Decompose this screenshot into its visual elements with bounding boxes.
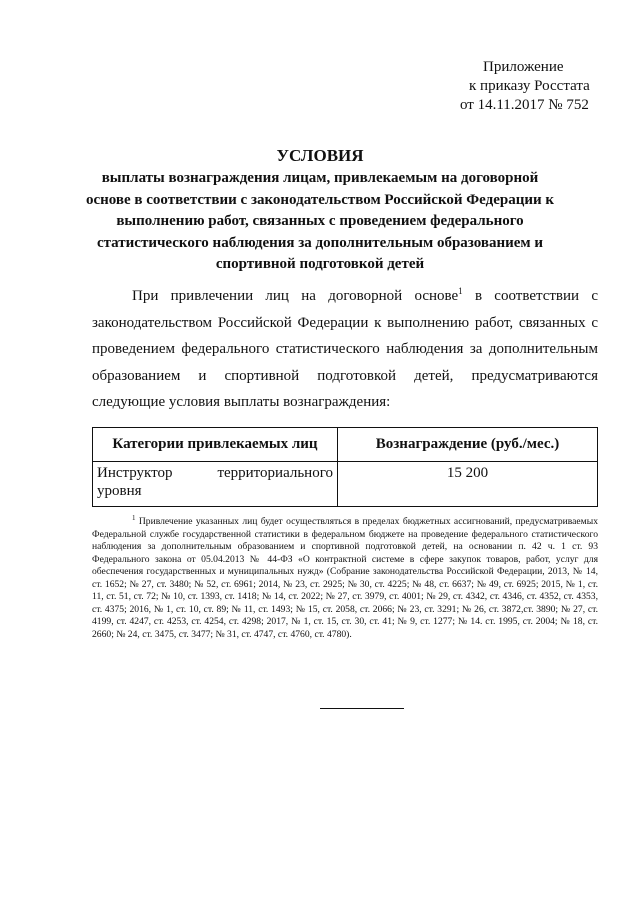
- document-subtitle: выплаты вознаграждения лицам, привлекаемым на договорной основе в соответствии с законодательством Российской Федерации к выполнению работ, связанных с проведением федерального статистического наблюдения за дополнительным образованием и спортивной подготовкой детей: [85, 170, 555, 272]
- paragraph-text-start: При привлечении лиц на договорной основе: [132, 288, 459, 304]
- footnote-text: Привлечение указанных лиц будет осуществляться в пределах бюджетных ассигнований, предусматриваемых Федеральной службе государственной статистики в федеральном бюджете на проведение федерального статистического наблюдения за дополнительным образованием и спортивной подготовкой детей, на основании п. 42 ч. 1 ст. 93 Федерального закона от 05.04.2013 № 44-ФЗ «О контрактной системе в сфере закупок товаров, работ, услуг для обеспечения государственных и муниципальных нужд» (Собрание законодательства Российской Федерации, 2013, № 14, ст. 1652; № 27, ст. 3480; № 52, ст. 6961; 2014, № 23, ст. 2925; № 30, ст. 4225; № 48, ст. 6637; № 49, ст. 6925; 2015, № 1, ст. 11, ст. 51, ст. 72; № 10, ст. 1393, ст. 1418; № 14, ст. 2022; № 27, ст. 3979, ст. 4001; № 29, ст. 4342, ст. 4346, ст. 4352, ст. 4353, ст. 4375; 2016, № 1, ст. 10, ст. 89; № 11, ст. 1493; № 15, ст. 2058, ст. 2066; № 23, ст. 3291; № 26, ст. 3872,ст. 3890; № 27, ст. 4199, ст. 4247, ст. 4253, ст. 4254, ст. 4298; 2017, № 1, ст. 15, ст. 30, ст. 41; № 9, ст. 1277; № 14. ст. 1995, ст. 2004; № 18, ст. 2660; № 24, ст. 3475, ст. 3477; № 31, ст. 4747, ст. 4760, ст. 4780).: [92, 516, 598, 640]
- end-divider: [320, 708, 404, 709]
- paragraph-text-rest: в соответствии с законодательством Российской Федерации к выполнению работ, связанных с проведением федерального статистического наблюдения за дополнительным образованием и спортивной подготовкой детей, предусматриваются следующие условия выплаты вознаграждения:: [92, 288, 599, 410]
- footnote: [92, 513, 598, 641]
- annex-label: Приложение: [483, 59, 564, 75]
- footnote-reference: 1: [458, 286, 463, 296]
- cell-amount: 15 200: [338, 462, 598, 507]
- main-paragraph: [92, 283, 598, 416]
- annex-order-ref: к приказу Росстата: [469, 78, 590, 94]
- footnote-mark: 1: [132, 513, 136, 522]
- column-header-reward: Вознаграждение (руб./мес.): [338, 428, 598, 462]
- annex-order-date: от 14.11.2017 № 752: [460, 97, 589, 113]
- conditions-table: [92, 427, 598, 507]
- annex-block: [460, 58, 610, 115]
- table-header-row: [93, 428, 598, 462]
- cell-category: Инструктор территориального уровня: [93, 462, 338, 507]
- column-header-category: Категории привлекаемых лиц: [93, 428, 338, 462]
- table-row: [93, 462, 598, 507]
- document-title: УСЛОВИЯ: [276, 146, 364, 165]
